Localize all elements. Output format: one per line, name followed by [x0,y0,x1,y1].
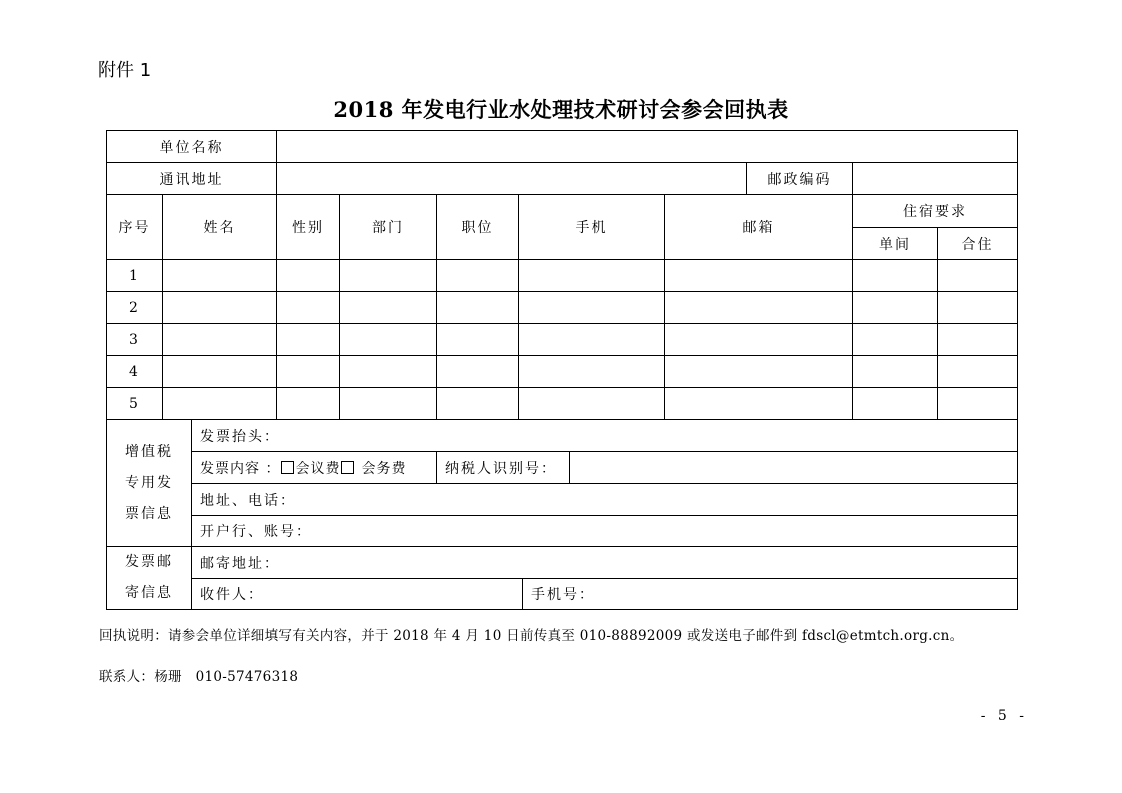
invoice-title-label: 发票抬头： [200,428,280,445]
name-field[interactable] [162,323,277,356]
single-room-field[interactable] [852,291,938,324]
row-number: 4 [106,355,163,388]
email-field[interactable] [664,323,853,356]
email-field[interactable] [664,291,853,324]
header-mobile: 手机 [518,194,665,260]
instructions-note: 回执说明：请参会单位详细填写有关内容，并于 2018 年 4 月 10 日前传真至 010-88892009 或发送电子邮件到 fdscl@etmtch.org.cn。 [99,628,964,644]
position-field[interactable] [436,323,519,356]
gender-field[interactable] [276,323,340,356]
unit-name-field[interactable] [276,130,1018,163]
tax-id-label-cell [436,451,570,484]
shared-room-field[interactable] [937,355,1018,388]
service-fee-label: 会务费 [361,460,407,477]
dept-field[interactable] [339,387,437,420]
single-room-field[interactable] [852,387,938,420]
meeting-fee-checkbox[interactable] [281,461,294,474]
row-number: 2 [106,291,163,324]
row-number: 1 [106,259,163,292]
shared-room-field[interactable] [937,387,1018,420]
mobile-field[interactable] [518,387,665,420]
name-field[interactable] [162,387,277,420]
postcode-field[interactable] [852,162,1018,195]
mailing-section-line: 寄信息 [125,585,173,601]
single-room-field[interactable] [852,259,938,292]
address-field[interactable] [276,162,747,195]
recipient-phone-label: 手机号： [531,587,595,603]
email-field[interactable] [664,355,853,388]
invoice-section-label [106,419,192,547]
email-field[interactable] [664,387,853,420]
position-field[interactable] [436,291,519,324]
row-number: 3 [106,323,163,356]
postcode-label: 邮政编码 [746,162,853,195]
name-field[interactable] [162,259,277,292]
invoice-content-label: 发票内容 ： [200,460,281,477]
shared-room-field[interactable] [937,259,1018,292]
mailing-section-line: 发票邮 [125,554,173,570]
header-name: 姓名 [162,194,277,260]
header-lodging: 住宿要求 [852,194,1018,228]
invoice-bank-label: 开户行、账号： [200,524,312,540]
header-gender: 性别 [276,194,340,260]
service-fee-checkbox[interactable] [341,461,354,474]
invoice-bank-field[interactable] [191,515,1018,547]
position-field[interactable] [436,355,519,388]
shared-room-field[interactable] [937,323,1018,356]
gender-field[interactable] [276,387,340,420]
invoice-section-line: 票信息 [125,505,173,522]
mobile-field[interactable] [518,355,665,388]
attachment-label: 附件 1 [98,60,152,81]
meeting-fee-label: 会议费 [295,460,341,477]
single-room-field[interactable] [852,355,938,388]
recipient-phone-field[interactable] [522,578,1018,610]
page-number: - 5 - [980,708,1028,724]
invoice-content-field [191,451,437,484]
row-number: 5 [106,387,163,420]
gender-field[interactable] [276,355,340,388]
dept-field[interactable] [339,259,437,292]
invoice-section-line: 专用发 [125,474,173,491]
gender-field[interactable] [276,291,340,324]
recipient-label: 收件人： [200,587,264,603]
dept-field[interactable] [339,291,437,324]
contact-info: 联系人：杨珊 010-57476318 [99,669,299,685]
header-single-room: 单间 [852,227,938,260]
gender-field[interactable] [276,259,340,292]
mailing-address-field[interactable] [191,546,1018,579]
name-field[interactable] [162,355,277,388]
mobile-field[interactable] [518,291,665,324]
invoice-title-field[interactable] [191,419,1018,452]
tax-id-label: 纳税人识别号： [445,460,557,477]
header-position: 职位 [436,194,519,260]
recipient-field[interactable] [191,578,523,610]
mobile-field[interactable] [518,259,665,292]
shared-room-field[interactable] [937,291,1018,324]
mailing-section-label [106,546,192,610]
email-field[interactable] [664,259,853,292]
dept-field[interactable] [339,323,437,356]
page-title: 2018 年发电行业水处理技术研讨会参会回执表 [333,97,789,122]
name-field[interactable] [162,291,277,324]
invoice-section-line: 增值税 [125,443,173,460]
invoice-address-phone-field[interactable] [191,483,1018,516]
unit-name-label: 单位名称 [106,130,277,163]
header-dept: 部门 [339,194,437,260]
invoice-address-phone-label: 地址、电话： [200,492,296,509]
mailing-address-label: 邮寄地址： [200,555,280,572]
position-field[interactable] [436,259,519,292]
header-shared-room: 合住 [937,227,1018,260]
single-room-field[interactable] [852,323,938,356]
dept-field[interactable] [339,355,437,388]
header-seq: 序号 [106,194,163,260]
tax-id-field[interactable] [569,451,1018,484]
mobile-field[interactable] [518,323,665,356]
position-field[interactable] [436,387,519,420]
header-email: 邮箱 [664,194,853,260]
address-label: 通讯地址 [106,162,277,195]
